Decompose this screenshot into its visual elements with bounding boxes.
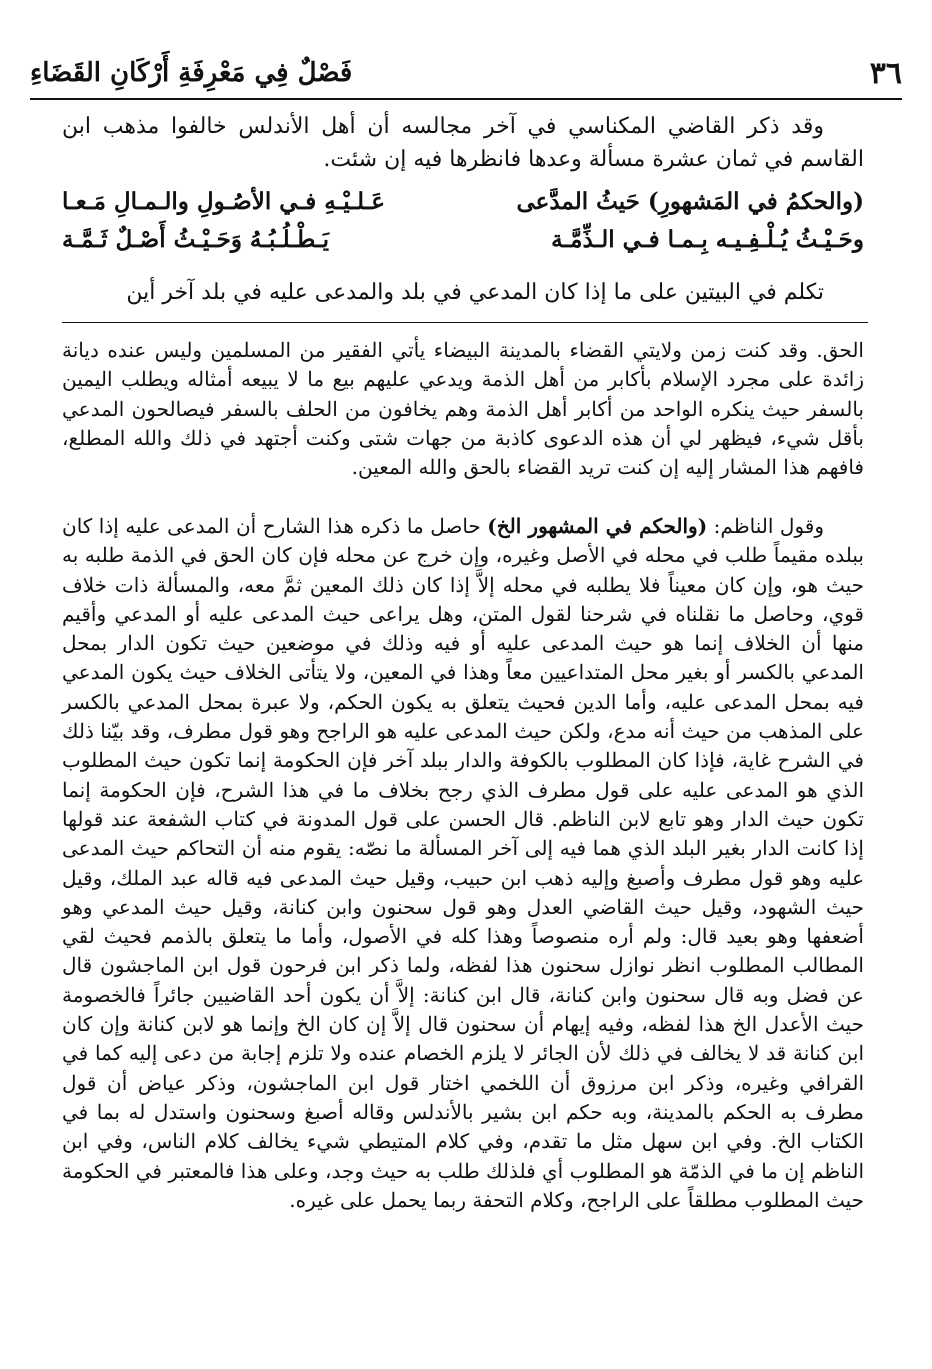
- footnote-paragraph: الحق. وقد كنت زمن ولايتي القضاء بالمدينة البيضاء يأتي الفقير من المسلمين وليس عنده ديانة زائدة على مجرد الإسلام بأكابر من أهل الذمة ويدعي عليهم بيع ما لا يبيعه أمثاله ويطلب اليمين بالسفر حيث ينكره الواحد من أكابر أهل الذمة وهم يخافون من الحلف بالسفر فيصالحون المدعي بأقل شيء، فيظهر لي أن هذه الدعوى كاذبة من جهات شتى وكنت أجتهد في ذلك والله المطلع، فافهم هذا المشار إليه إن كنت تريد القضاء بالحق والله المعين.: [62, 338, 864, 480]
- verse-1-first-hemistich: (والحكمُ في المَشهورِ) حَيثُ المدَّعى: [516, 188, 864, 215]
- running-title: فَصْلٌ فِي مَعْرِفَةِ أَرْكَانِ القَضَاءِ: [30, 58, 353, 88]
- continuation-paragraph: تكلم في البيتين على ما إذا كان المدعي في بلد والمدعى عليه في بلد آخر أين: [126, 280, 824, 305]
- verse-1-second-hemistich: عَـلـيْـهِ فـي الأصُـولِ والـمـالِ مَـعـا: [62, 188, 386, 215]
- commentary-quote: (والحكم في المشهور الخ): [487, 514, 708, 538]
- main-paragraph: وقد ذكر القاضي المكناسي في آخر مجالسه أن أهل الأندلس خالفوا مذهب ابن القاسم في ثمان عشرة مسألة وعدها فانظرها فيه إن شئت.: [62, 114, 864, 172]
- verse-line-1: [62, 188, 864, 226]
- page-number: ٣٦: [869, 56, 902, 91]
- verse-2-first-hemistich: وحَـيْـثُ يُـلْـفِـيـه بِـمـا فـي الـذِّمَّـة: [551, 226, 864, 253]
- poem-verse: [62, 188, 864, 264]
- commentary-paragraph: [62, 512, 864, 1215]
- commentary-intro: وقول الناظم:: [707, 514, 825, 538]
- commentary-text: حاصل ما ذكره هذا الشارح أن المدعى عليه إذا كان ببلده مقيماً طلب في محله في الأصل وغيره، وإن خرج عن محله فإن كان الحق في الذمة طلبه به حيث هو، وإن كان معيناً فلا يطلبه في محله إلاَّ إذا كان ذلك المعين ثمَّ معه، والمسألة ذات خلاف قوي، وحاصل ما نقلناه في شرحنا لقول المتن، وهل يراعى حيث المدعى عليه أو المدعي وأقيم منها أن الخلاف إنما هو حيث المدعى عليه أو فيه وذلك في موضعين حيث تكون الدار بمحل المدعي بالكسر أو بغير محل المتداعيين معاً وهذا في المعين، ولا يتأتى الخلاف حيث يكون المدعي فيه بمحل المدعى عليه، وأما الدين فحيث يتعلق به يكون الحكم، ولا عبرة بمحل المدعي بالكسر على المذهب من حيث أنه مدع، ولكن حيث المدعى عليه هو الراجح وهو قول مطرف، وقد بيّنا ذلك في الشرح غاية، فإذا كان المطلوب بالكوفة والدار ببلد آخر فإن الحكومة إنما تكون حيث المطلوب الذي هو المدعى عليه على قول مطرف الذي رجح بخلاف ما في هذا الشرح، فإن الحكومة إنما تكون حيث الدار وهو تابع لابن الناظم. قال الحسن على قول المدونة في كتاب الشفعة عند قولها إذا كانت الدار بغير البلد الذي هما فيه إلى آخر المسألة ما نصّه: يقوم منه أن التحاكم حيث المدعى عليه وهو قول مطرف وأصبغ وإليه ذهب ابن حبيب، وقيل حيث المدعى فيه قاله عبد الملك، وقيل حيث الشهود، وقيل حيث القاضي العدل وهو قول سحنون وابن كنانة، وقيل حيث المدعي وهو أضعفها وهو بعيد قال: ولم أره منصوصاً وهذا كله في الأصول، وأما ما يتعلق بالذمم فحيث لقي المطالب المطلوب انظر نوازل سحنون هذا لفظه، ولما ذكر ابن فرحون قول ابن الماجشون قال عن فضل وبه قال سحنون وابن كنانة، قال ابن كنانة: إلاَّ أن يكون أحد القاضيين جائراً فالخصومة حيث الأعدل الخ هذا لفظه، وفيه إيهام أن سحنون قال إلاَّ إن كان الخ وإنما هو لابن كنانة وإن كان ابن كنانة قد لا يخالف في ذلك لأن الجائر لا يلزم الخصام عنده ولا تلزم إجابة من دعى إليه كما في القرافي وغيره، وذكر ابن مرزوق أن اللخمي اختار قول ابن الماجشون، وذكر عياض أن قول مطرف به الحكم بالمدينة، وبه حكم ابن بشير بالأندلس وقاله أصبغ وسحنون واستدل له بما في الكتاب الخ. وفي ابن سهل مثل ما تقدم، وفي كلام المتيطي شيء يخالف كلام الناس، وفي ابن الناظم إن ما في الذمّة هو المطلوب أي فلذلك طلب به حيث وجد، وعلى هذا فالمعتبر في الحكومة حيث المطلوب مطلقاً على الراجح، وكلام التحفة ربما يحمل على غيره.: [62, 514, 864, 1212]
- verse-2-second-hemistich: يَـطْـلُـبُـهُ وَحَـيْـثُ أَصْـلٌ ثَـمَّـة: [62, 226, 330, 253]
- footnote-divider: [62, 322, 868, 323]
- page-header: [30, 52, 902, 100]
- verse-line-2: [62, 226, 864, 264]
